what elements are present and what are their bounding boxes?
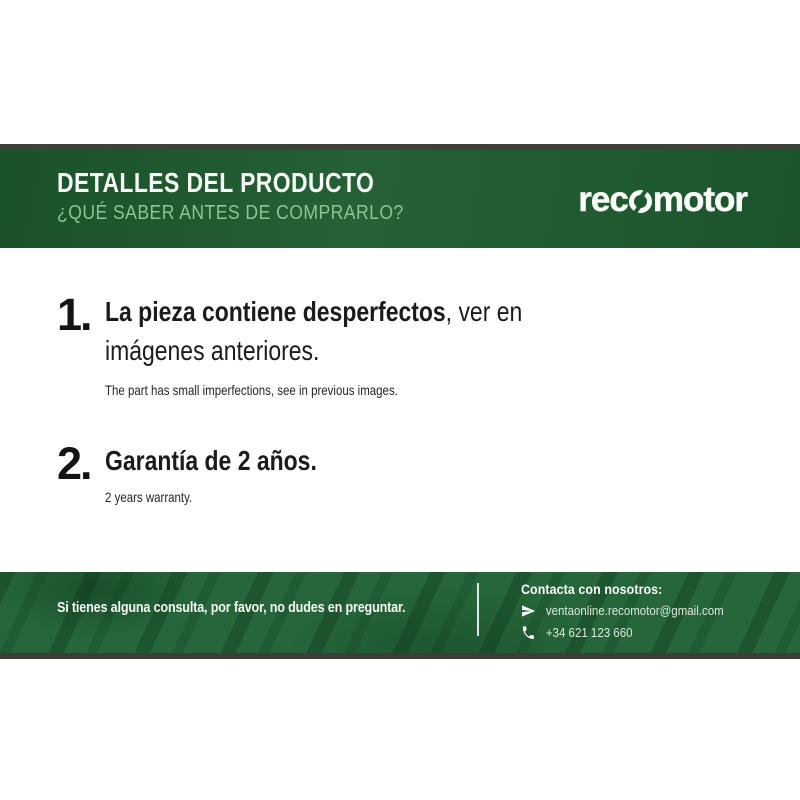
item-main-text [105, 441, 597, 480]
phone-icon [521, 625, 536, 641]
item-translation: The part has small imperfections, see in previous images. [105, 382, 398, 398]
bottom-separator-line [0, 653, 800, 659]
contact-email: ventaonline.recomotor@gmail.com [545, 604, 724, 618]
recycle-icon [629, 190, 652, 213]
item-regular-text-line1: , ver en [445, 296, 523, 327]
item-number: 1. [57, 289, 91, 340]
item-number: 2. [57, 438, 91, 489]
contact-block [521, 582, 724, 641]
list-item-warranty [57, 438, 705, 505]
contact-phone-row [521, 625, 724, 641]
contact-heading: Contacta con nosotros: [521, 582, 663, 597]
paper-plane-icon [521, 603, 536, 619]
recomotor-logo [578, 182, 747, 217]
item-main-text [105, 292, 597, 370]
contact-email-row [521, 603, 724, 619]
logo-text-pre: rec [578, 180, 628, 219]
item-regular-text-line2: imágenes anteriores. [105, 335, 320, 366]
item-translation: 2 years warranty. [105, 489, 193, 505]
page-title: DETALLES DEL PRODUCTO [57, 167, 375, 198]
item-text [105, 441, 597, 505]
page-subtitle: ¿QUÉ SABER ANTES DE COMPRARLO? [57, 202, 404, 224]
contact-phone: +34 621 123 660 [545, 626, 633, 640]
footer-divider [477, 583, 479, 636]
item-text [105, 292, 597, 398]
logo-text-post: motor [652, 180, 747, 219]
item-bold-text: Garantía de 2 años. [105, 445, 317, 476]
item-bold-text: La pieza contiene desperfectos [105, 296, 446, 327]
footer-message: Si tienes alguna consulta, por favor, no dudes en preguntar. [57, 599, 406, 616]
header-band [0, 150, 800, 248]
footer-band [0, 572, 800, 653]
list-item-imperfections [57, 289, 705, 398]
